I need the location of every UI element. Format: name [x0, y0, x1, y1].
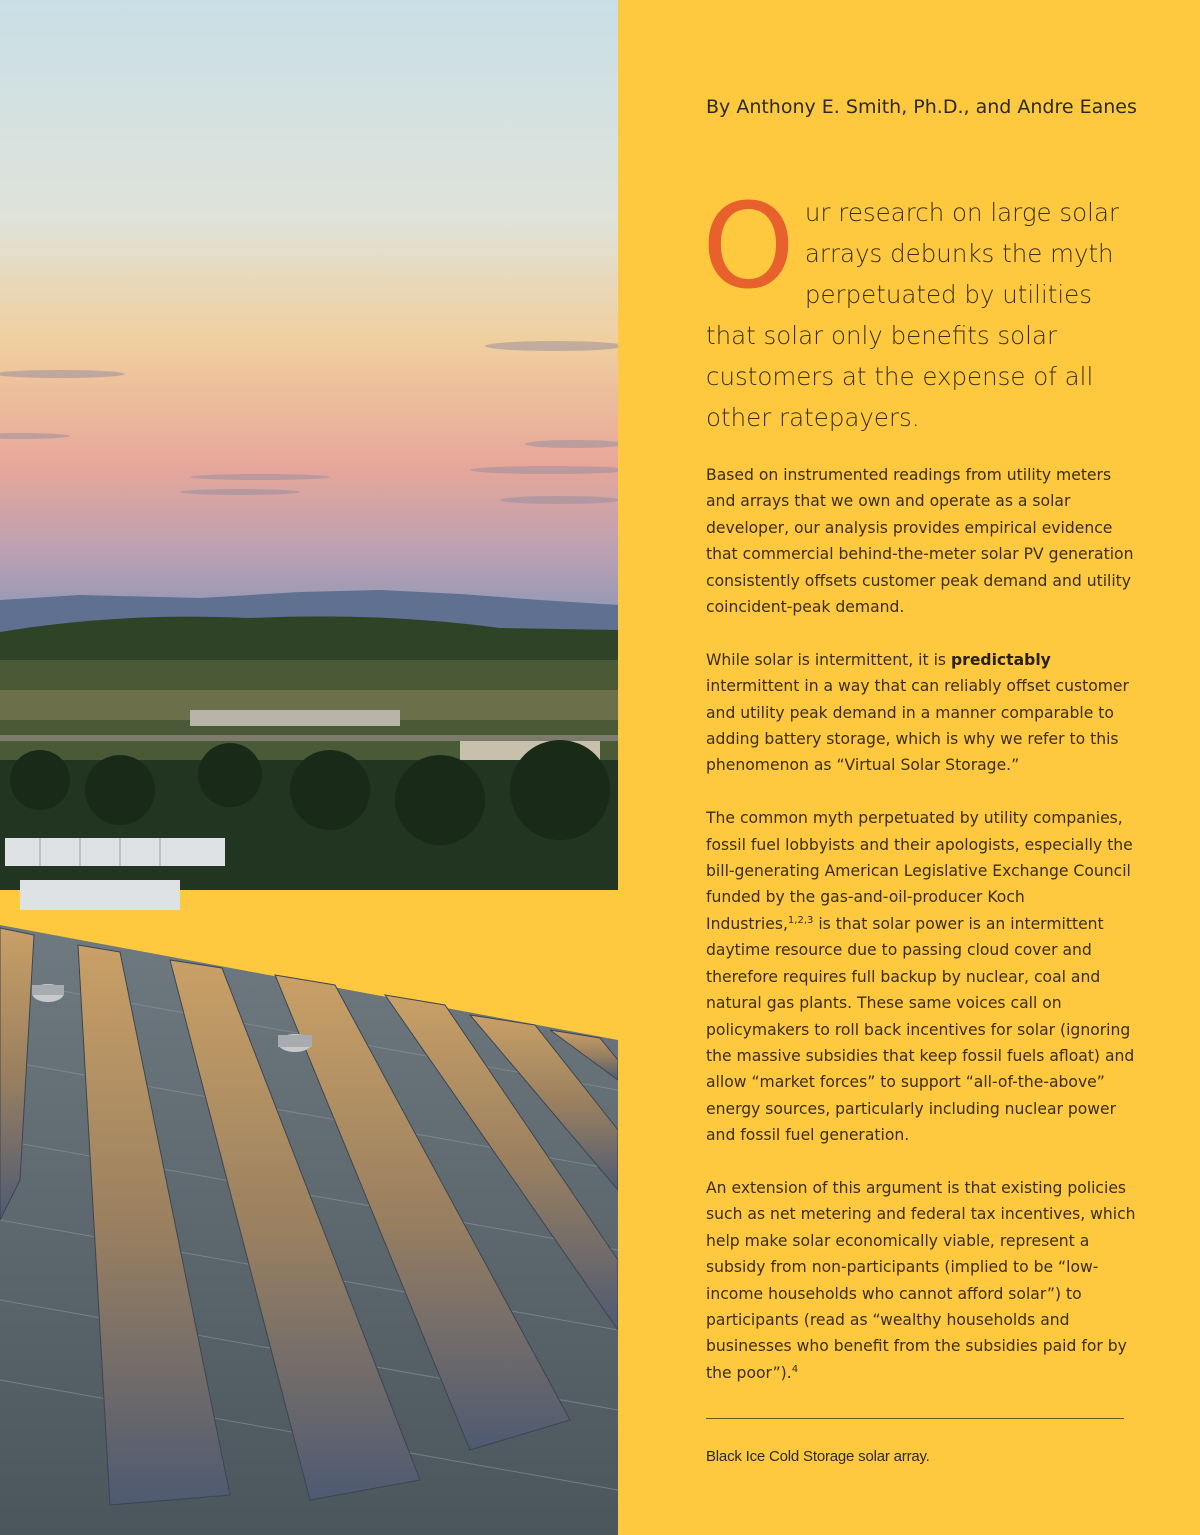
caption-divider — [706, 1418, 1124, 1419]
article-body — [706, 462, 1136, 1413]
footnote-ref-1-2-3: 1,2,3 — [787, 914, 814, 926]
paragraph-2-text-end: intermittent in a way that can reliably offset customer and utility peak demand in a manner comparable to adding battery storage, which is why we refer to this phenomenon as “Virtual Solar Storage.” — [706, 677, 1129, 775]
paragraph-1: Based on instrumented readings from utility meters and arrays that we own and operate as a solar developer, our analysis provides empirical evidence that commercial behind-the-meter solar PV generation consistently offsets customer peak demand and utility coincident-peak demand. — [706, 466, 1134, 617]
emphasis-predictably: predictably — [951, 650, 1051, 669]
paragraph-4-text: An extension of this argument is that existing policies such as net metering and federal tax incentives, which help make solar economically viable, represent a subsidy from non-participants (implied to be “low-income households who cannot afford solar”) to participants (read as “wealthy households and businesses who benefit from the subsidies paid for by the poor”). — [706, 1178, 1136, 1382]
paragraph-4 — [706, 1175, 1136, 1386]
footnote-ref-4: 4 — [791, 1363, 799, 1375]
lede-paragraph — [702, 177, 1136, 438]
paragraph-2 — [706, 647, 1136, 779]
byline: By Anthony E. Smith, Ph.D., and Andre Eanes — [706, 96, 1137, 118]
paragraph-3-text-end: is that solar power is an intermittent daytime resource due to passing cloud cover and therefore requires full backup by nuclear, coal and natural gas plants. These same voices call on policymakers to roll back incentives for solar (ignoring the massive subsidies that keep fossil fuels afloat) and allow “market forces” to support “all-of-the-above” energy sources, particularly including nuclear power and fossil fuel generation. — [706, 914, 1135, 1145]
paragraph-3-text: The common myth perpetuated by utility companies, fossil fuel lobbyists and their apologists, especially the bill-generating American Legislative Exchange Council funded by the gas-and-oil-producer Koch Industries, — [706, 809, 1133, 933]
article-panel — [618, 0, 1200, 1535]
photo-caption: Black Ice Cold Storage solar array. — [706, 1448, 930, 1465]
drop-cap: O — [702, 177, 795, 315]
paragraph-2-text: While solar is intermittent, it is — [706, 650, 951, 669]
paragraph-3 — [706, 805, 1136, 1148]
lede-text: ur research on large solar arrays debunks the myth perpetuated by utilities that solar only benefits solar customers at the expense of all other ratepayers. — [706, 198, 1120, 432]
